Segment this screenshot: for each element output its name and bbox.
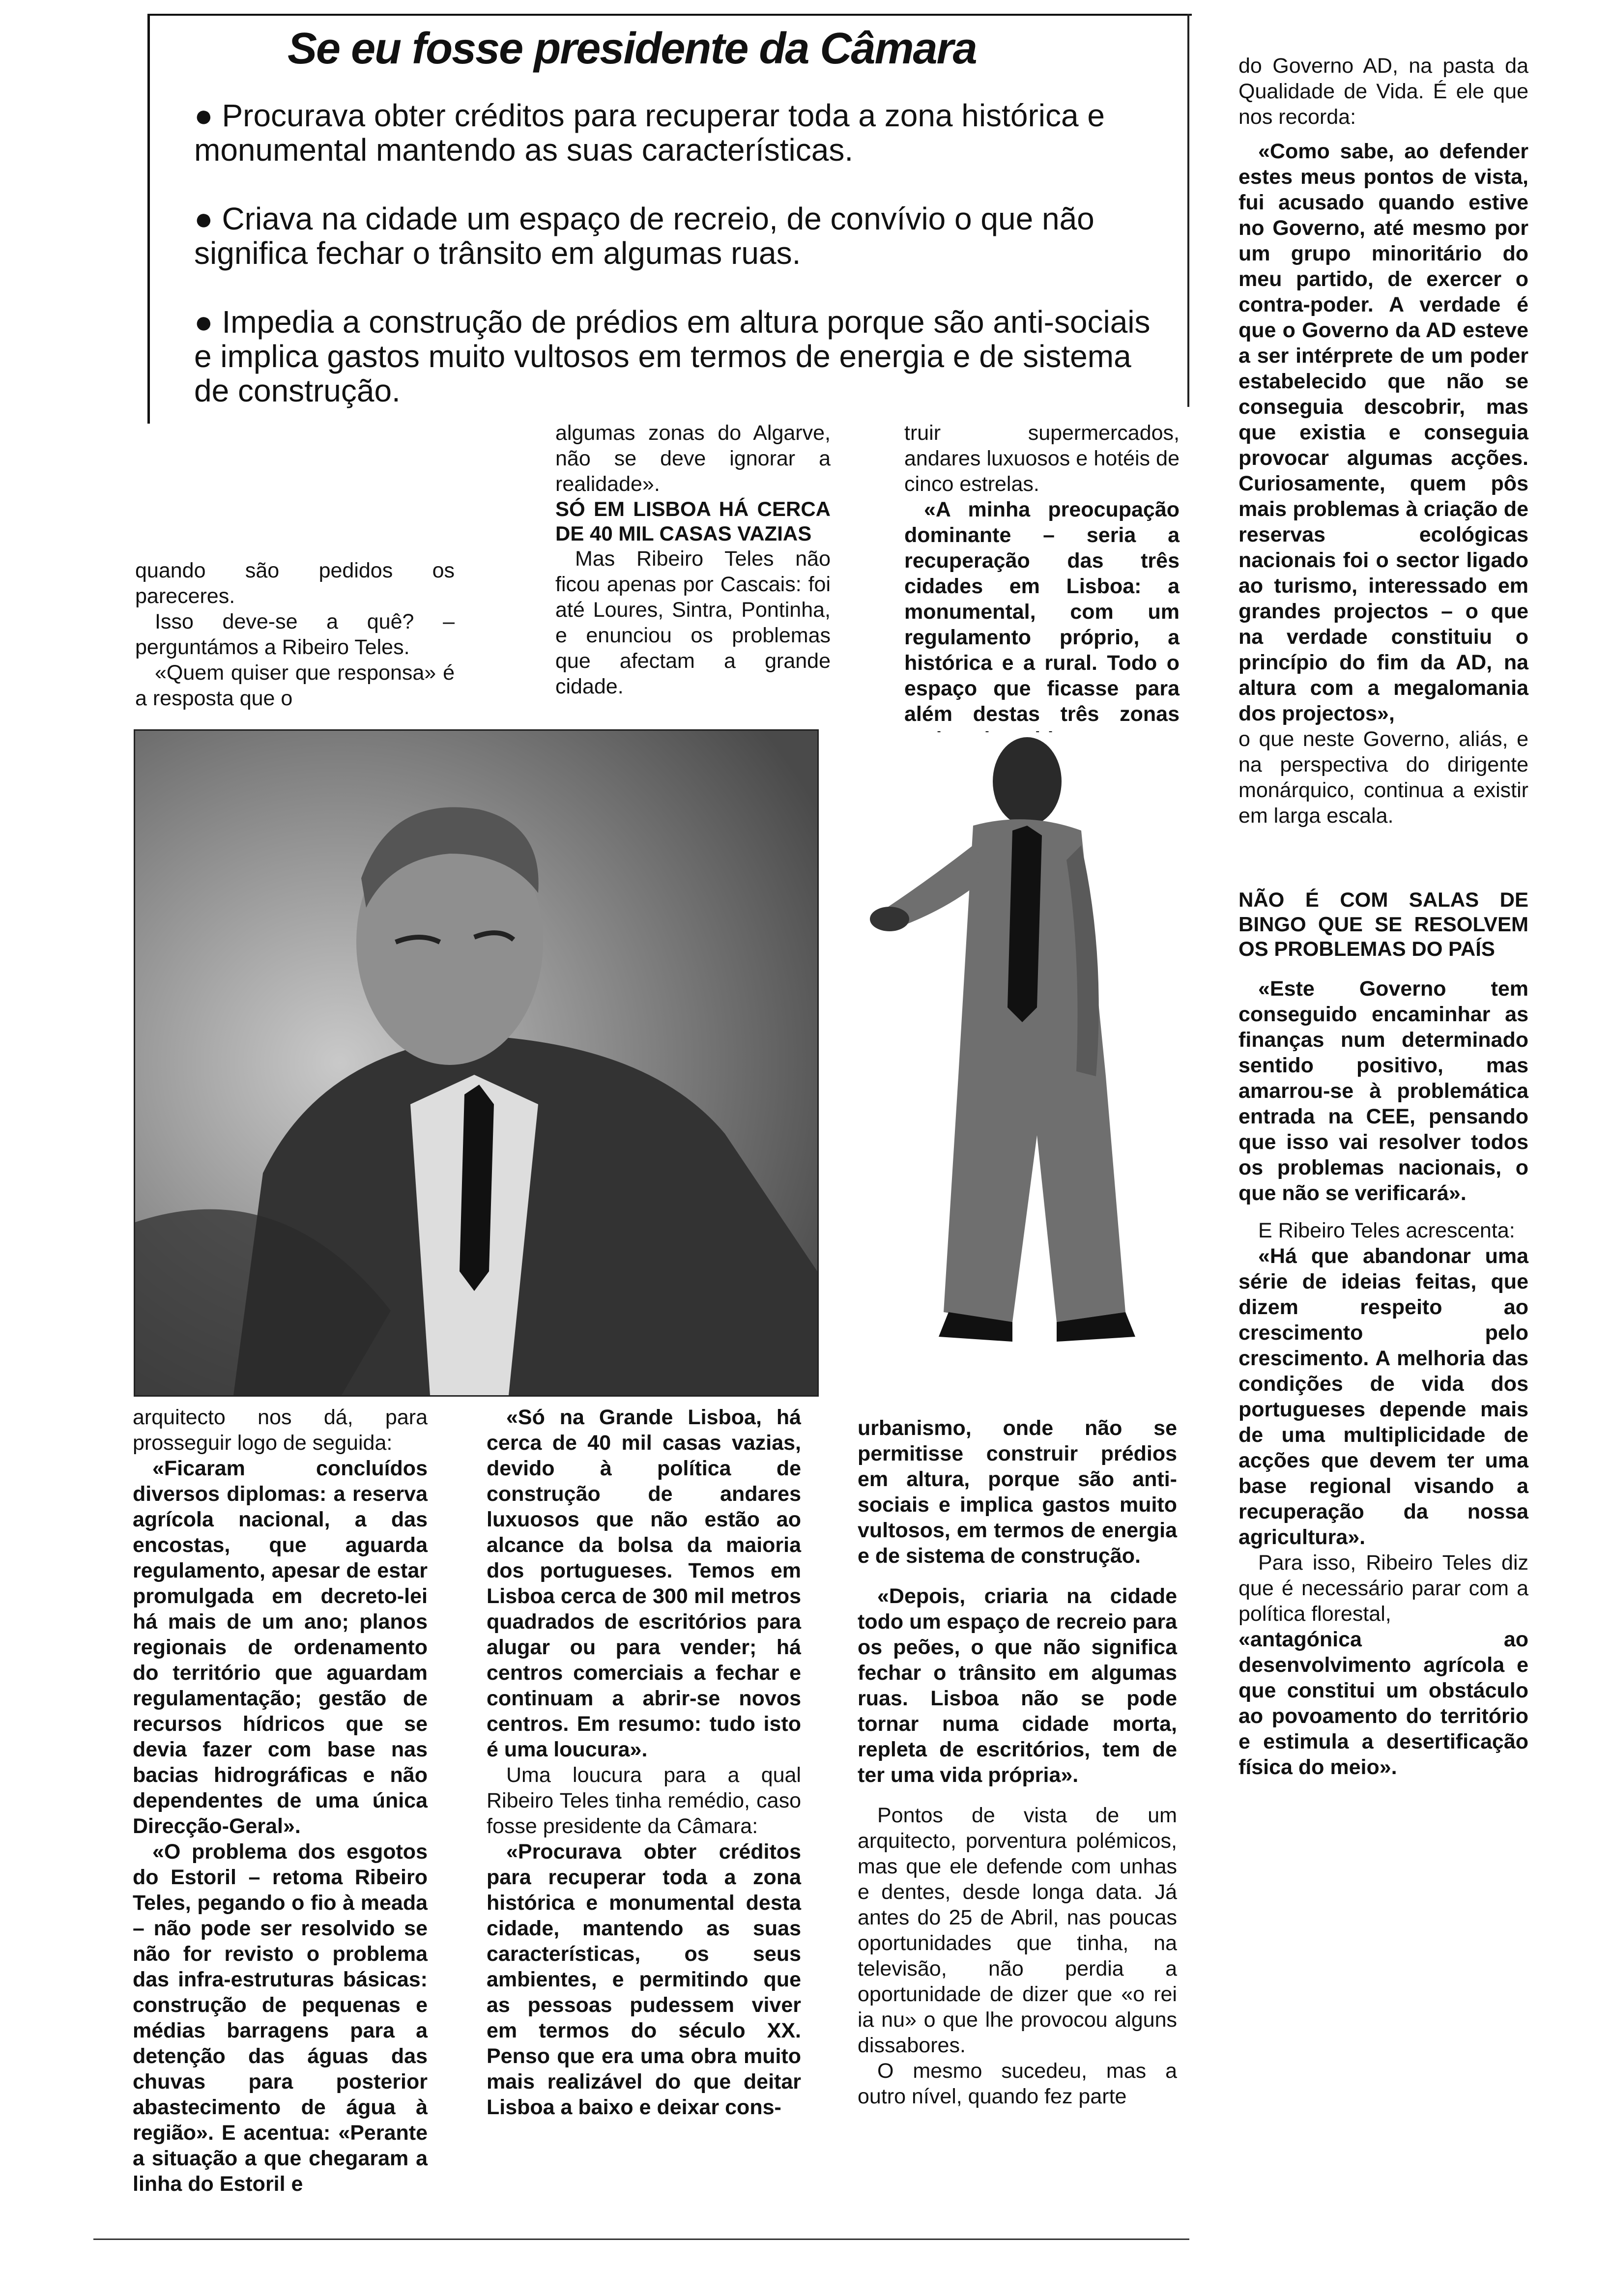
col1-bottom <box>133 1405 428 2197</box>
col2-top-p1: algumas zonas do Algarve, não se deve ignorar a realidade». <box>555 421 831 496</box>
col4-p4: E Ribeiro Teles acrescenta: <box>1258 1219 1515 1242</box>
col3-bottom-p1: urbanismo, onde não se permitisse construir prédios em altura, porque são anti-sociais e implica gastos muito vultosos, em termos de energia e de sistema de construção. <box>858 1416 1177 1568</box>
col4-p2b: o que neste Governo, aliás, e na perspectiva do dirigente monárquico, continua a existir em larga escala. <box>1238 727 1528 828</box>
col2-bottom-p2: Uma loucura para a qual Ribeiro Teles tinha remédio, caso fosse presidente da Câmara: <box>487 1763 801 1838</box>
col2-top <box>555 420 831 699</box>
summary-box-right-border <box>1187 14 1189 407</box>
photo-standing-drawing <box>850 732 1194 1371</box>
col1-bottom-p3: «O problema dos esgotos do Estoril – retoma Ribeiro Teles, pegando o fio à meada – não pode ser resolvido se não for revisto o problema das infra-estruturas básicas: construção de pequenas e médias barragens para a detenção das águas das chuvas para posterior abastecimento de água à região». E acentua: «Perante a situação a que chegaram a linha do Estoril e <box>133 1840 428 2196</box>
col4-p2: «Como sabe, ao defender estes meus pontos de vista, fui acusado quando estive no Governo, até mesmo por um grupo minoritário do meu partido, de exercer o contra-poder. A verdade é que o Governo da AD esteve a ser intérprete de um poder estabelecido que não se conseguia descobrir, mas que existia e conseguia provocar algumas acções. Curiosamente, quem pôs mais problemas à criação de reservas ecológicas nacionais foi o sector ligado ao turismo, interessado em grandes projectos – o que na verdade constituiu o princípio do fim da AD, na altura com a megalomania dos projectos», <box>1238 140 1528 725</box>
box-title: Se eu fosse presidente da Câmara <box>288 24 977 73</box>
box-bullet-1: ● Procurava obter créditos para recuperar toda a zona histórica e monumental mantendo as suas características. <box>194 98 1105 168</box>
col1-top <box>135 558 455 711</box>
col4-p6b: «antagónica ao desenvolvimento agrícola e que constitui um obstáculo ao povoamento do território e estimula a desertificação física do meio». <box>1238 1628 1528 1779</box>
col3-bottom-p2: «Depois, criaria na cidade todo um espaço de recreio para os peões, o que não significa fechar o trânsito em algumas ruas. Lisboa não se pode tornar numa cidade morta, repleta de escritórios, tem de ter uma vida própria». <box>858 1584 1177 1787</box>
col2-heading: SÓ EM LISBOA HÁ CERCA DE 40 MIL CASAS VAZIAS <box>555 497 831 545</box>
photo-ribeiro-teles-seated <box>134 729 819 1397</box>
col1-top-p3: «Quem quiser que responsa» é a resposta que o <box>135 661 455 710</box>
photo-seated-drawing <box>135 731 817 1395</box>
col3-bottom <box>858 1415 1177 2109</box>
col3-top-p1: truir supermercados, andares luxuosos e hotéis de cinco estrelas. <box>904 421 1180 496</box>
col4-p1: do Governo AD, na pasta da Qualidade de Vida. É ele que nos recorda: <box>1238 54 1528 129</box>
col1-top-p1: quando são pedidos os pareceres. <box>135 559 455 608</box>
col3-bottom-p3: Pontos de vista de um arquitecto, porventura polémicos, mas que ele defende com unhas e dentes, desde longa data. Já antes do 25 de Abril, nas poucas oportunidades que tinha, na televisão, não perdia a oportunidade de dizer que «o rei ia nu» o que lhe provocou alguns dissabores. <box>858 1804 1177 2057</box>
box-bullet-3: ● Impedia a construção de prédios em altura porque são anti-sociais e implica gastos muito vultosos em termos de energia e de sistema de construção. <box>194 304 1151 408</box>
col3-top <box>904 420 1180 752</box>
col4-p6a: Para isso, Ribeiro Teles diz que é necessário parar com a política florestal, <box>1238 1551 1528 1626</box>
col1-bottom-p2: «Ficaram concluídos diversos diplomas: a reserva agrícola nacional, a das encostas, que aguarda regulamento, apesar de estar promulgada em decreto-lei há mais de um ano; planos regionais de ordenamento do território que aguardam regulamentação; gestão de recursos hídricos que se devia fazer com base nas bacias hidrográficas e não dependentes de uma única Direcção-Geral». <box>133 1457 428 1838</box>
footer-rule <box>93 2239 1189 2240</box>
col2-top-p2: Mas Ribeiro Teles não ficou apenas por Cascais: foi até Loures, Sintra, Pontinha, e enunciou os problemas que afectam a grande cidade. <box>555 547 831 698</box>
box-bullet-2: ● Criava na cidade um espaço de recreio, de convívio o que não significa fechar o trânsito em algumas ruas. <box>194 201 1094 271</box>
photo-ribeiro-teles-standing <box>850 732 1194 1371</box>
col1-bottom-p1: arquitecto nos dá, para prosseguir logo de seguida: <box>133 1406 428 1455</box>
col2-bottom-p1: «Só na Grande Lisboa, há cerca de 40 mil casas vazias, devido à política de construção de andares luxuosos que não estão ao alcance da bolsa da maioria dos portugueses. Temos em Lisboa cerca de 300 mil metros quadrados de escritórios para alugar ou para vender; há centros comerciais a fechar e continuam a abrir-se novos centros. Em resumo: tudo isto é uma loucura». <box>487 1406 801 1761</box>
col4 <box>1238 53 1528 1780</box>
col4-heading: NÃO É COM SALAS DE BINGO QUE SE RESOLVEM OS PROBLEMAS DO PAÍS <box>1238 888 1528 960</box>
col3-bottom-p4: O mesmo sucedeu, mas a outro nível, quando fez parte <box>858 2059 1177 2108</box>
col1-top-p2: Isso deve-se a quê? – perguntámos a Ribeiro Teles. <box>135 610 455 659</box>
col2-bottom <box>487 1405 801 2120</box>
col2-bottom-p3: «Procurava obter créditos para recuperar toda a zona histórica e monumental desta cidade, mantendo as suas características, os seus ambientes, e permitindo que as pessoas pudessem viver em termos do século XX. Penso que era uma obra muito mais realizável do que deitar Lisboa a baixo e deixar cons- <box>487 1840 801 2119</box>
col3-top-p2: «A minha preocupação dominante – seria a recuperação das três cidades em Lisboa: a monumental, com um regulamento próprio, a histórica e a rural. Todo o espaço que ficasse para além destas três zonas <box>904 498 1180 726</box>
col4-p3: «Este Governo tem conseguido encaminhar as finanças num determinado sentido positivo, mas amarrou-se à problemática entrada na CEE, pensando que isso vai resolver todos os problemas nacionais, o que não se verificará». <box>1238 977 1528 1205</box>
col4-p5: «Há que abandonar uma série de ideias feitas, que dizem respeito ao crescimento pelo crescimento. A melhoria das condições de vida dos portugueses depende mais de uma multiplicidade de acções que devem ter uma base regional visando a recuperação da nossa agricultura». <box>1238 1244 1528 1549</box>
